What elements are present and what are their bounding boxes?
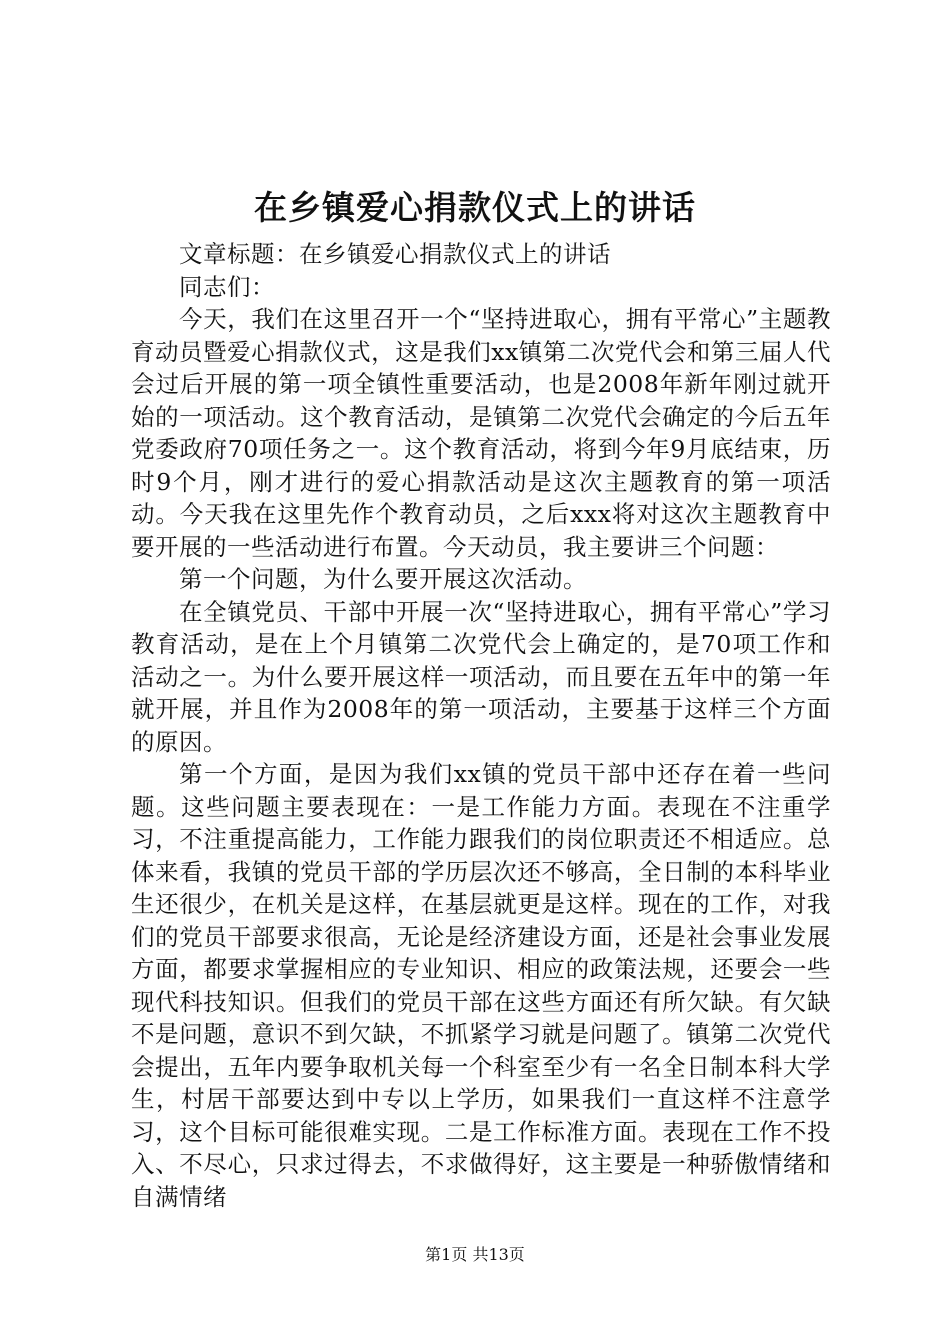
document-body [131, 238, 831, 1213]
paragraph-article-title: 文章标题：在乡镇爱心捐款仪式上的讲话 [179, 240, 611, 268]
paragraph-opening: 今天，我们在这里召开一个“坚持进取心，拥有平常心”主题教育动员暨爱心捐款仪式，这是我们xx镇第二次党代会和第三届人代会过后开展的第一项全镇性重要活动，也是2008年新年刚过就开始的一项活动。这个教育活动，是镇第二次党代会确定的今后五年党委政府70项任务之一。这个教育活动，将到今年9月底结束，历时9个月，刚才进行的爱心捐款活动是这次主题教育的第一项活动。今天我在这里先作个教育动员，之后xxx将对这次主题教育中要开展的一些活动进行布置。今天动员，我主要讲三个问题： [131, 305, 831, 561]
page-footer: 第1页 共13页 [425, 1245, 525, 1264]
document-title: 在乡镇爱心捐款仪式上的讲话 [254, 188, 696, 227]
paragraph-salutation: 同志们： [179, 272, 275, 301]
paragraph-background: 在全镇党员、干部中开展一次“坚持进取心，拥有平常心”学习教育活动，是在上个月镇第二次党代会上确定的，是70项工作和活动之一。为什么要开展这样一项活动，而且要在五年中的第一年就开展，并且作为2008年的第一项活动，主要基于这样三个方面的原因。 [131, 597, 831, 756]
paragraph-first-question: 第一个问题，为什么要开展这次活动。 [179, 565, 587, 593]
paragraph-first-aspect: 第一个方面，是因为我们xx镇的党员干部中还存在着一些问题。这些问题主要表现在：一是工作能力方面。表现在不注重学习，不注重提高能力，工作能力跟我们的岗位职责还不相适应。总体来看，我镇的党员干部的学历层次还不够高，全日制的本科毕业生还很少，在机关是这样，在基层就更是这样。现在的工作，对我们的党员干部要求很高，无论是经济建设方面，还是社会事业发展方面，都要求掌握相应的专业知识、相应的政策法规，还要会一些现代科技知识。但我们的党员干部在这些方面还有所欠缺。有欠缺不是问题，意识不到欠缺，不抓紧学习就是问题了。镇第二次党代会提出，五年内要争取机关每一个科室至少有一名全日制本科大学生，村居干部要达到中专以上学历，如果我们一直这样不注意学习，这个目标可能很难实现。二是工作标准方面。表现在工作不投入、不尽心，只求过得去，不求做得好，这主要是一种骄傲情绪和自满情绪 [131, 760, 831, 1211]
